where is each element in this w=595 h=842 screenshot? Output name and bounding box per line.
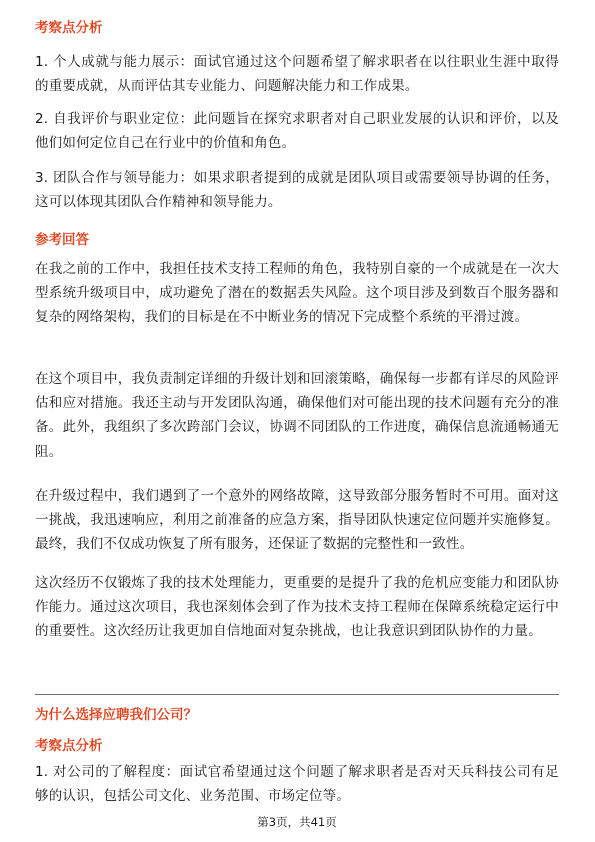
document-page (35, 0, 559, 842)
analysis-item-1: 1. 个人成就与能力展示：面试官通过这个问题希望了解求职者在以往职业生涯中取得的重要成就，从而评估其专业能力、问题解决能力和工作成果。 (35, 54, 559, 95)
analysis-heading-1: 考察点分析 (35, 20, 103, 36)
answer-paragraph-2: 在这个项目中，我负责制定详细的升级计划和回滚策略，确保每一步都有详尽的风险评估和应对措施。我还主动与开发团队沟通，确保他们对可能出现的技术问题有充分的准备。此外，我组织了多次跨部门会议，协调不同团队的工作进度，确保信息流通畅通无阻。 (35, 371, 559, 460)
question-title: 为什么选择应聘我们公司？ (35, 707, 197, 723)
answer-paragraph-4: 这次经历不仅锻炼了我的技术处理能力，更重要的是提升了我的危机应变能力和团队协作能力。通过这次项目，我也深刻体会到了作为技术支持工程师在保障系统稳定运行中的重要性。这次经历让我更加自信地面对复杂挑战，也让我意识到团队协作的力量。 (35, 575, 559, 640)
analysis-item-2-1: 1. 对公司的了解程度：面试官希望通过这个问题了解求职者是否对天兵科技公司有足够的认识，包括公司文化、业务范围、市场定位等。 (35, 764, 559, 805)
answer-paragraph-1: 在我之前的工作中，我担任技术支持工程师的角色，我特别自豪的一个成就是在一次大型系统升级项目中，成功避免了潜在的数据丢失风险。这个项目涉及到数百个服务器和复杂的网络架构，我们的目标是在不中断业务的情况下完成整个系统的平滑过渡。 (35, 261, 559, 326)
analysis-heading-2: 考察点分析 (35, 738, 103, 754)
answer-paragraph-3: 在升级过程中，我们遇到了一个意外的网络故障，这导致部分服务暂时不可用。面对这一挑战，我迅速响应，利用之前准备的应急方案，指导团队快速定位问题并实施修复。最终，我们不仅成功恢复了所有服务，还保证了数据的完整性和一致性。 (35, 488, 559, 553)
page-number: 第3页，共41页 (257, 815, 337, 829)
section-divider (35, 694, 559, 695)
analysis-item-2: 2. 自我评价与职业定位：此问题旨在探究求职者对自己职业发展的认识和评价，以及他们如何定位自己在行业中的价值和角色。 (35, 111, 559, 152)
answer-heading: 参考回答 (35, 232, 89, 248)
analysis-item-3: 3. 团队合作与领导能力：如果求职者提到的成就是团队项目或需要领导协调的任务，这可以体现其团队合作精神和领导能力。 (35, 170, 559, 211)
